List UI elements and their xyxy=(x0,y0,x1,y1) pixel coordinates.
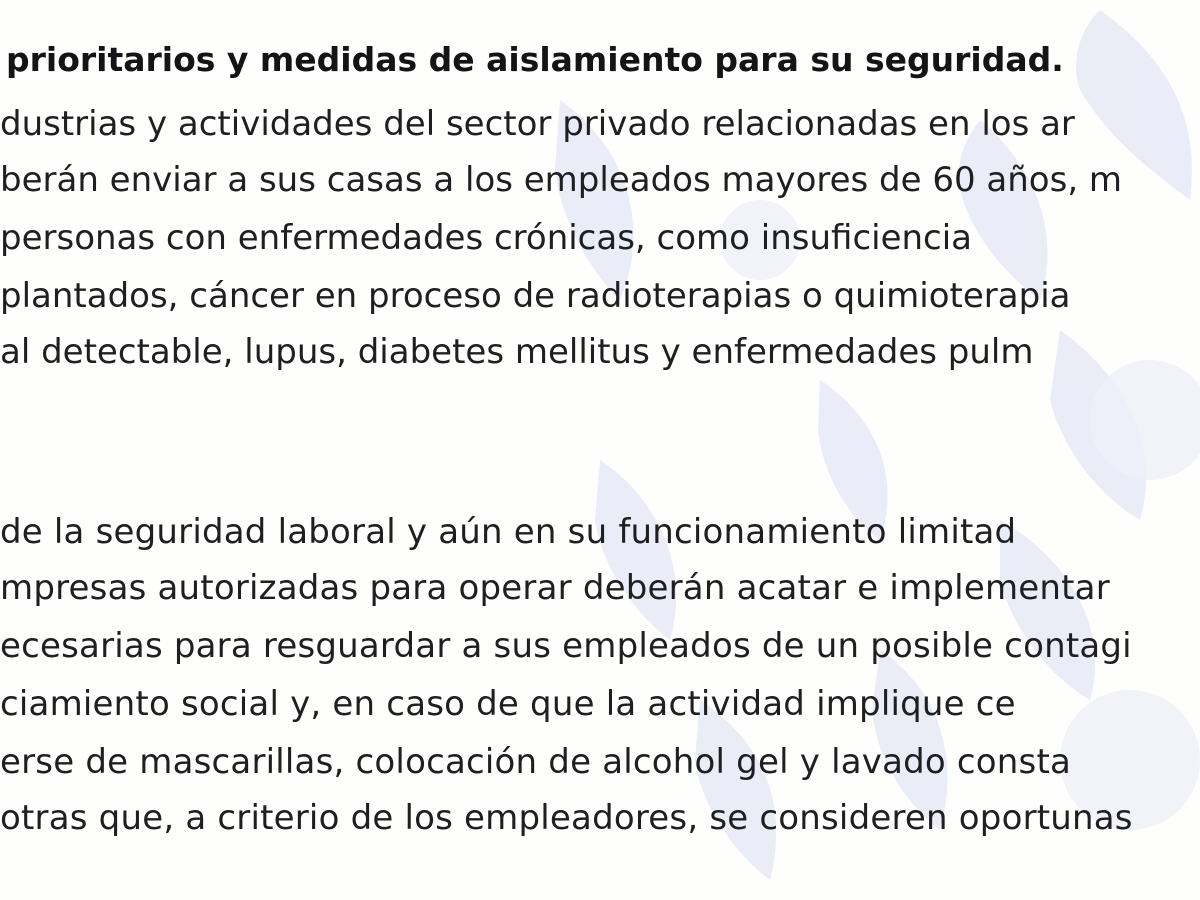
text-line: plantados, cáncer en proceso de radioterapias o quimioterapia xyxy=(0,276,1071,316)
text-line: berán enviar a sus casas a los empleados mayores de 60 años, m xyxy=(0,160,1123,200)
text-line: otras que, a criterio de los empleadores, se consideren oportunas xyxy=(0,798,1133,838)
text-line: al detectable, lupus, diabetes mellitus y enfermedades pulm xyxy=(0,332,1034,372)
text-line: ecesarias para resguardar a sus empleados de un posible contagi xyxy=(0,626,1132,666)
text-line: personas con enfermedades crónicas, como insuficiencia xyxy=(0,218,973,258)
text-line: dustrias y actividades del sector privado relacionadas en los ar xyxy=(0,104,1075,144)
section-heading: prioritarios y medidas de aislamiento para su seguridad. xyxy=(6,40,1064,79)
text-line: mpresas autorizadas para operar deberán acatar e implementar xyxy=(0,568,1110,608)
text-line: erse de mascarillas, colocación de alcohol gel y lavado consta xyxy=(0,742,1072,782)
text-line: de la seguridad laboral y aún en su funcionamiento limitad xyxy=(0,512,1017,552)
text-line: ciamiento social y, en caso de que la actividad implique ce xyxy=(0,684,1016,724)
